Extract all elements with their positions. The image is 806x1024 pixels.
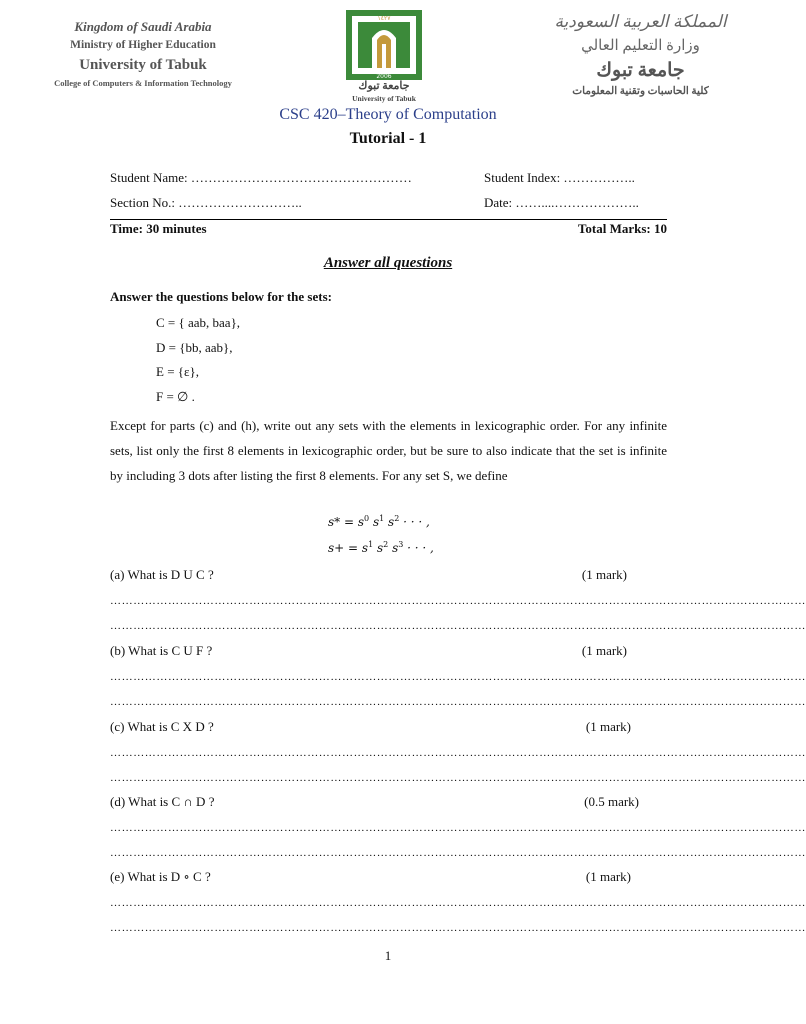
answer-line: ……………………………………………………………………………………………………………………………………………………………… [110, 671, 806, 683]
set-e: E = {ε}, [156, 364, 199, 379]
definition-star: $s* = s^0$ $s^1$ $s^2$ · · · , [328, 514, 430, 529]
answer-line: ……………………………………………………………………………………………………………………………………………………………… [110, 595, 806, 607]
kingdom-arabic-text: المملكة العربية السعودية [554, 12, 727, 31]
time-label: Time: 30 minutes [110, 221, 207, 236]
set-c: C = { aab, baa}, [156, 315, 241, 330]
question-c-marks: (1 mark) [585, 719, 631, 734]
sets-intro: Answer the questions below for the sets: [110, 289, 332, 304]
question-b-marks: (1 mark) [581, 643, 627, 658]
question-e: (e) What is D ∘ C ? [110, 869, 211, 884]
page-number: 1 [384, 948, 392, 963]
ministry-text: Ministry of Higher Education [70, 39, 216, 51]
definition-plus: $s+ = s^1$ $s^2$ $s^3$ · · · , [328, 540, 434, 555]
question-a: (a) What is D U C ? [110, 567, 214, 582]
question-b: (b) What is C U F ? [110, 643, 213, 658]
instructions-heading: Answer all questions [323, 255, 453, 271]
set-d: D = {bb, aab}, [156, 340, 233, 355]
college-text: College of Computers & Information Technology [54, 78, 232, 88]
answer-line: ……………………………………………………………………………………………………………………………………………………………… [110, 620, 806, 632]
kingdom-text: Kingdom of Saudi Arabia [74, 19, 212, 34]
header-divider [110, 219, 667, 220]
header-arabic [548, 10, 733, 100]
answer-line: ……………………………………………………………………………………………………………………………………………………………… [110, 922, 806, 934]
tutorial-title: Tutorial - 1 [349, 130, 427, 147]
question-a-marks: (1 mark) [581, 567, 627, 582]
logo-caption-arabic: جامعة تبوك [358, 80, 410, 92]
logo-year: 2006 [376, 73, 392, 80]
question-d-marks: (0.5 mark) [584, 794, 639, 809]
answer-line: ……………………………………………………………………………………………………………………………………………………………… [110, 696, 806, 708]
student-name-field: Student Name: …………………………………………… [110, 170, 412, 185]
logo-year-top: ١٤٢٧ [377, 15, 391, 22]
answer-line: ……………………………………………………………………………………………………………………………………………………………… [110, 897, 806, 909]
instructions-paragraph: Except for parts (c) and (h), write out any sets with the elements in lexicographic order. For any infinite sets, list only the first 8 elements in lexicographic order, but be sure to also indicate that the set is infinite by including 3 dots after listing the first 8 elements. For any set S, we define [110, 418, 667, 483]
answer-line: ……………………………………………………………………………………………………………………………………………………………… [110, 847, 806, 859]
course-title: CSC 420–Theory of Computation [279, 106, 497, 123]
question-e-marks: (1 mark) [585, 869, 631, 884]
answer-line: ……………………………………………………………………………………………………………………………………………………………… [110, 747, 806, 759]
university-logo [340, 8, 428, 108]
total-marks-label: Total Marks: 10 [577, 221, 667, 236]
answer-line: ……………………………………………………………………………………………………………………………………………………………… [110, 772, 806, 784]
answer-line: ……………………………………………………………………………………………………………………………………………………………… [110, 822, 806, 834]
college-arabic-text: كلية الحاسبات وتقنية المعلومات [572, 86, 709, 97]
university-arabic-text: جامعة تبوك [596, 60, 685, 81]
question-d: (d) What is C ∩ D ? [110, 794, 215, 809]
section-no-field: Section No.: ……………………….. [110, 195, 302, 210]
date-field: Date: ……....……………….. [484, 195, 639, 210]
question-c: (c) What is C X D ? [110, 719, 214, 734]
student-index-field: Student Index: …………….. [484, 170, 635, 185]
ministry-arabic-text: وزارة التعليم العالي [581, 38, 700, 54]
set-f: F = ∅ . [156, 389, 195, 404]
university-text: University of Tabuk [79, 57, 207, 73]
header-english [38, 18, 248, 90]
logo-emblem-icon [340, 8, 428, 108]
logo-caption-english: University of Tabuk [352, 94, 416, 103]
